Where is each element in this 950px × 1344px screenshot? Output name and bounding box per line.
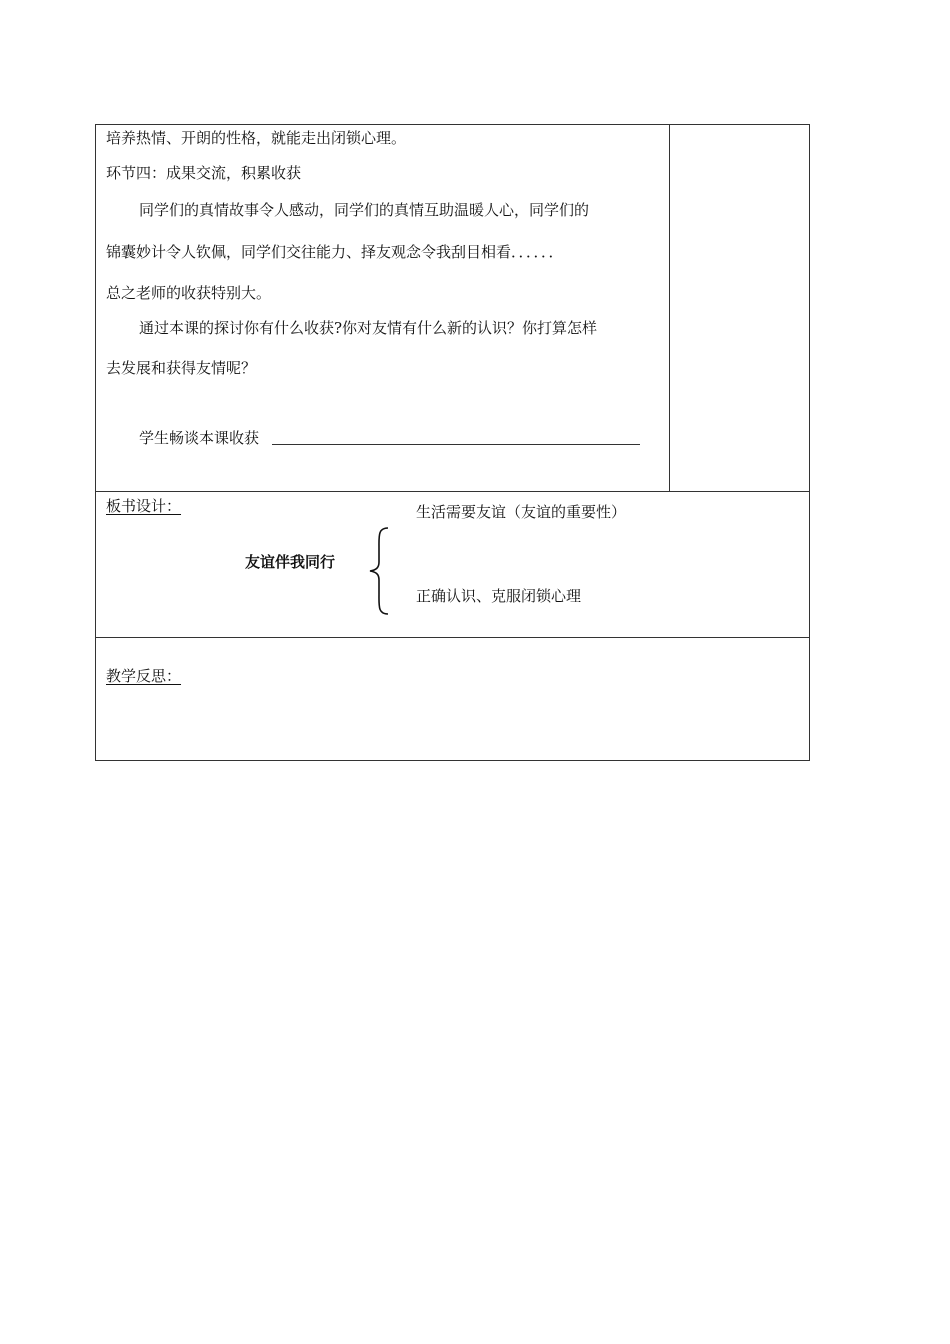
table-cell-side-column: [669, 124, 810, 492]
reflection-label: 教学反思：: [106, 667, 182, 685]
section-heading-step-four: 环节四：成果交流，积累收获: [106, 164, 302, 182]
text-line-4: 锦囊妙计令人钦佩，同学们交往能力、择友观念令我刮目相看．．．．．．: [106, 243, 564, 261]
board-design-label: 板书设计：: [106, 497, 182, 515]
text-line-5: 总之老师的收获特别大。: [106, 284, 272, 302]
text-line-6: 通过本课的探讨你有什么收获?你对友情有什么新的认识？你打算怎样: [139, 319, 598, 337]
board-point-bottom: 正确认识、克服闭锁心理: [416, 587, 582, 605]
answer-blank-line: [272, 444, 640, 445]
text-line-1: 培养热情、开朗的性格，就能走出闭锁心理。: [106, 129, 407, 147]
table-row-reflection: [95, 637, 810, 761]
curly-brace-icon: [366, 526, 394, 616]
board-point-top: 生活需要友谊（友谊的重要性）: [416, 503, 627, 521]
board-title: 友谊伴我同行: [245, 553, 336, 571]
text-line-7: 去发展和获得友情呢？: [106, 359, 257, 377]
text-line-3: 同学们的真情故事令人感动，同学们的真情互助温暖人心，同学们的: [139, 201, 590, 219]
student-prompt: 学生畅谈本课收获: [139, 429, 260, 447]
